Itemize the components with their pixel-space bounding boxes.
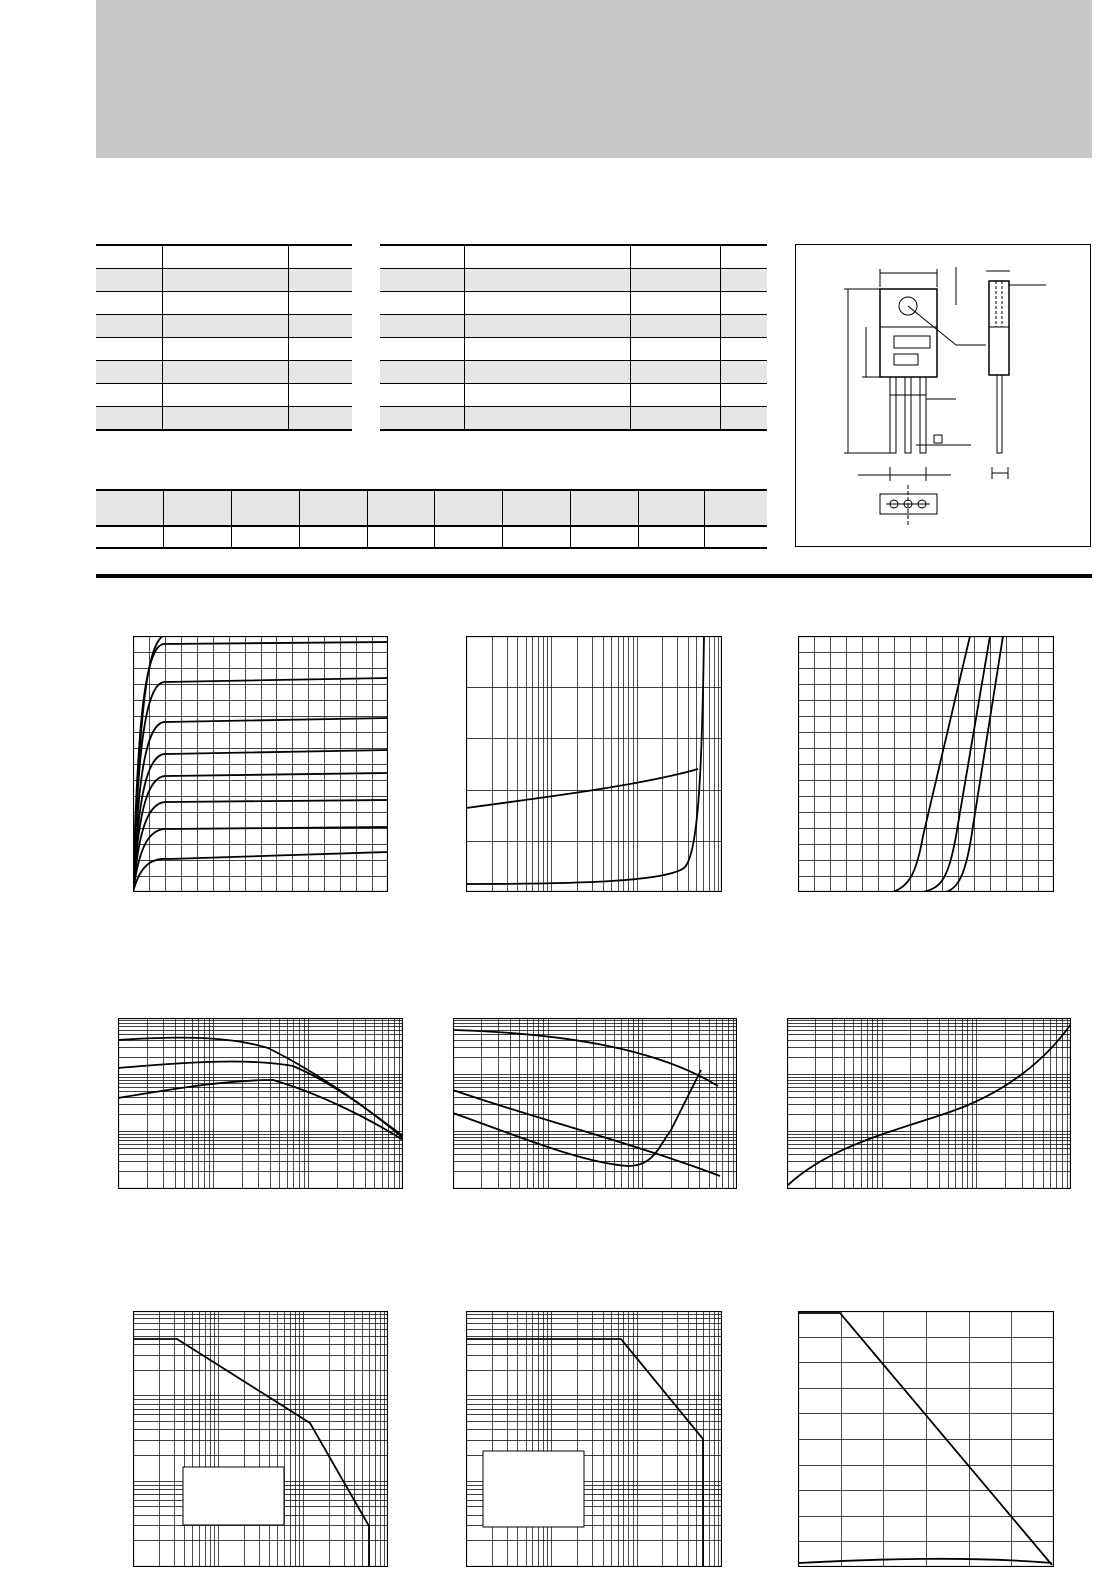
spec-table-left: [96, 244, 352, 431]
table-row: [380, 361, 767, 384]
table-row: [96, 269, 352, 292]
table-row: [96, 384, 352, 407]
chart-loglog-four-curves: [453, 1018, 737, 1189]
chart-loglog-three-curves: [118, 1018, 403, 1189]
grade-table: [96, 489, 767, 549]
plot-frame: [788, 1019, 1071, 1189]
chart-transfer-characteristics: [798, 636, 1054, 892]
plot-frame: [799, 1312, 1054, 1567]
series-line: [133, 750, 388, 892]
series-line: [466, 769, 698, 808]
plot-frame: [134, 1312, 388, 1567]
table-row: [96, 361, 352, 384]
series-line: [133, 773, 388, 892]
table-row: [380, 407, 767, 431]
table-header-row: [96, 490, 767, 526]
table-row: [380, 292, 767, 315]
chart-derating: [798, 1311, 1054, 1567]
inset-box: [483, 1451, 584, 1527]
package-outline-drawing: [795, 244, 1091, 547]
package-outline-svg: [796, 245, 1090, 546]
table-row: [96, 526, 767, 548]
series-line: [133, 800, 388, 892]
table-row: [380, 384, 767, 407]
table-row: [96, 292, 352, 315]
series-line: [133, 1339, 369, 1567]
chart-loglog-single-curve: [787, 1018, 1071, 1189]
series-line: [798, 1559, 1052, 1563]
chart-safe-operating-area-1: [133, 1311, 388, 1567]
table-row: [96, 338, 352, 361]
chart-log-x-two-curves: [466, 636, 722, 892]
series-line: [923, 636, 990, 892]
series-line: [133, 678, 388, 892]
table-row: [380, 245, 767, 269]
header-band: [96, 0, 1092, 158]
series-line: [118, 1080, 403, 1140]
series-line: [453, 1090, 720, 1176]
section-divider: [96, 574, 1092, 578]
table-row: [96, 315, 352, 338]
series-line: [133, 718, 388, 892]
series-line: [133, 852, 388, 892]
plot-frame: [799, 637, 1054, 892]
chart-output-characteristics: [133, 636, 388, 892]
table-row: [96, 407, 352, 431]
series-line: [466, 636, 704, 884]
inset-box: [183, 1467, 284, 1525]
series-line: [118, 1062, 403, 1136]
plot-frame: [467, 1312, 722, 1567]
plot-frame: [467, 637, 722, 892]
chart-safe-operating-area-2: [466, 1311, 722, 1567]
spec-table-middle: [380, 244, 767, 431]
series-line: [453, 1070, 701, 1166]
table-row: [380, 338, 767, 361]
table-row: [380, 269, 767, 292]
table-row: [96, 245, 352, 269]
table-row: [380, 315, 767, 338]
series-line: [798, 1313, 1052, 1565]
